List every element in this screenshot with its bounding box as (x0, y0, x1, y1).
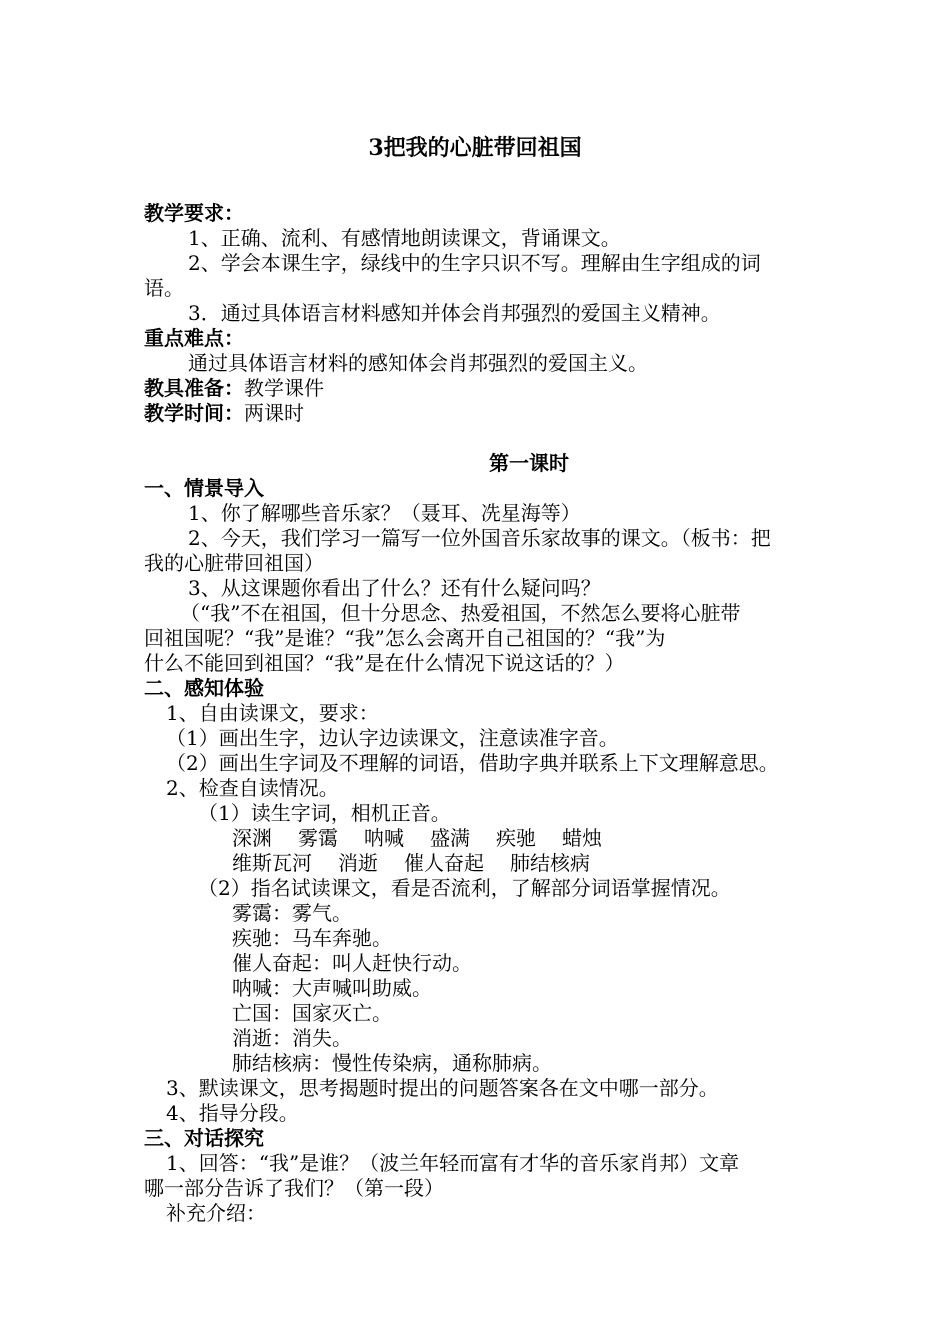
section1-line-2: 2、今天，我们学习一篇写一位外国音乐家故事的课文。（板书：把 (188, 526, 771, 550)
vocab-row-1 (232, 825, 628, 851)
definition-3: 催人奋起：叫人赶快行动。 (232, 951, 472, 975)
vocab-row-2 (232, 850, 616, 876)
vocab-word: 疾驰 (496, 826, 536, 850)
section1-line-5: （“我”不在祖国，但十分思念、热爱祖国，不然怎么要将心脏带 (180, 601, 741, 625)
vocab-word: 消逝 (338, 851, 378, 875)
key-points-text: 通过具体语言材料的感知体会肖邦强烈的爱国主义。 (188, 351, 648, 375)
section1-line-3: 我的心脏带回祖国） (144, 551, 324, 575)
section2-line-3: （2）画出生字词及不理解的词语，借助字典并联系上下文理解意思。 (166, 751, 779, 775)
time-line (144, 400, 304, 426)
section1-line-1: 1、你了解哪些音乐家？（聂耳、冼星海等） (188, 501, 581, 525)
requirement-item-3: 3．通过具体语言材料感知并体会肖邦强烈的爱国主义精神。 (188, 301, 721, 325)
vocab-word: 蜡烛 (562, 826, 602, 850)
definition-5: 亡国：国家灭亡。 (232, 1001, 392, 1025)
section3-line-3: 补充介绍： (166, 1201, 266, 1225)
section3-heading: 三、对话探究 (144, 1126, 264, 1150)
definition-2: 疾驰：马车奔驰。 (232, 926, 392, 950)
definition-4: 呐喊：大声喊叫助威。 (232, 976, 432, 1000)
key-points-heading: 重点难点： (144, 326, 244, 350)
section3-line-1: 1、回答：“我”是谁？（波兰年轻而富有才华的音乐家肖邦）文章 (166, 1151, 740, 1175)
definition-6: 消逝：消失。 (232, 1026, 352, 1050)
requirement-item-1: 1、正确、流利、有感情地朗读课文，背诵课文。 (188, 226, 621, 250)
lesson-title: 第一课时 (489, 451, 569, 475)
vocab-word: 肺结核病 (510, 851, 590, 875)
requirements-heading: 教学要求： (144, 201, 244, 225)
materials-line (144, 375, 324, 401)
section2-line-1: 1、自由读课文，要求： (166, 701, 379, 725)
section2-line-4: 2、检查自读情况。 (166, 776, 339, 800)
section1-heading: 一、情景导入 (144, 476, 264, 500)
materials-text: 教学课件 (244, 376, 324, 400)
section2-line-6: （2）指名试读课文，看是否流利，了解部分词语掌握情况。 (198, 876, 731, 900)
time-heading: 教学时间： (144, 401, 244, 425)
requirement-item-2-cont: 语。 (144, 276, 184, 300)
section1-line-6: 回祖国呢？“我”是谁？“我”怎么会离开自己祖国的？“我”为 (144, 626, 666, 650)
definition-1: 雾霭：雾气。 (232, 901, 352, 925)
vocab-word: 催人奋起 (404, 851, 484, 875)
vocab-word: 雾霭 (298, 826, 338, 850)
section3-line-2: 哪一部分告诉了我们？（第一段） (144, 1176, 444, 1200)
vocab-word: 深渊 (232, 826, 272, 850)
vocab-word: 维斯瓦河 (232, 851, 312, 875)
section2-line-5: （1）读生字词，相机正音。 (198, 801, 451, 825)
document-title: 3把我的心脏带回祖国 (368, 135, 582, 161)
section2-heading: 二、感知体验 (144, 676, 264, 700)
vocab-word: 呐喊 (364, 826, 404, 850)
section1-line-4: 3、从这课题你看出了什么？还有什么疑问吗？ (188, 576, 601, 600)
section1-line-7: 什么不能回到祖国？“我”是在什么情况下说这话的？） (144, 651, 625, 675)
section2-line-7: 3、默读课文，思考揭题时提出的问题答案各在文中哪一部分。 (166, 1076, 719, 1100)
section2-line-2: （1）画出生字，边认字边读课文，注意读准字音。 (166, 726, 619, 750)
materials-heading: 教具准备： (144, 376, 244, 400)
section2-line-8: 4、指导分段。 (166, 1101, 299, 1125)
definition-7: 肺结核病：慢性传染病，通称肺病。 (232, 1051, 552, 1075)
vocab-word: 盛满 (430, 826, 470, 850)
requirement-item-2: 2、学会本课生字，绿线中的生字只识不写。理解由生字组成的词 (188, 251, 761, 275)
time-text: 两课时 (244, 401, 304, 425)
